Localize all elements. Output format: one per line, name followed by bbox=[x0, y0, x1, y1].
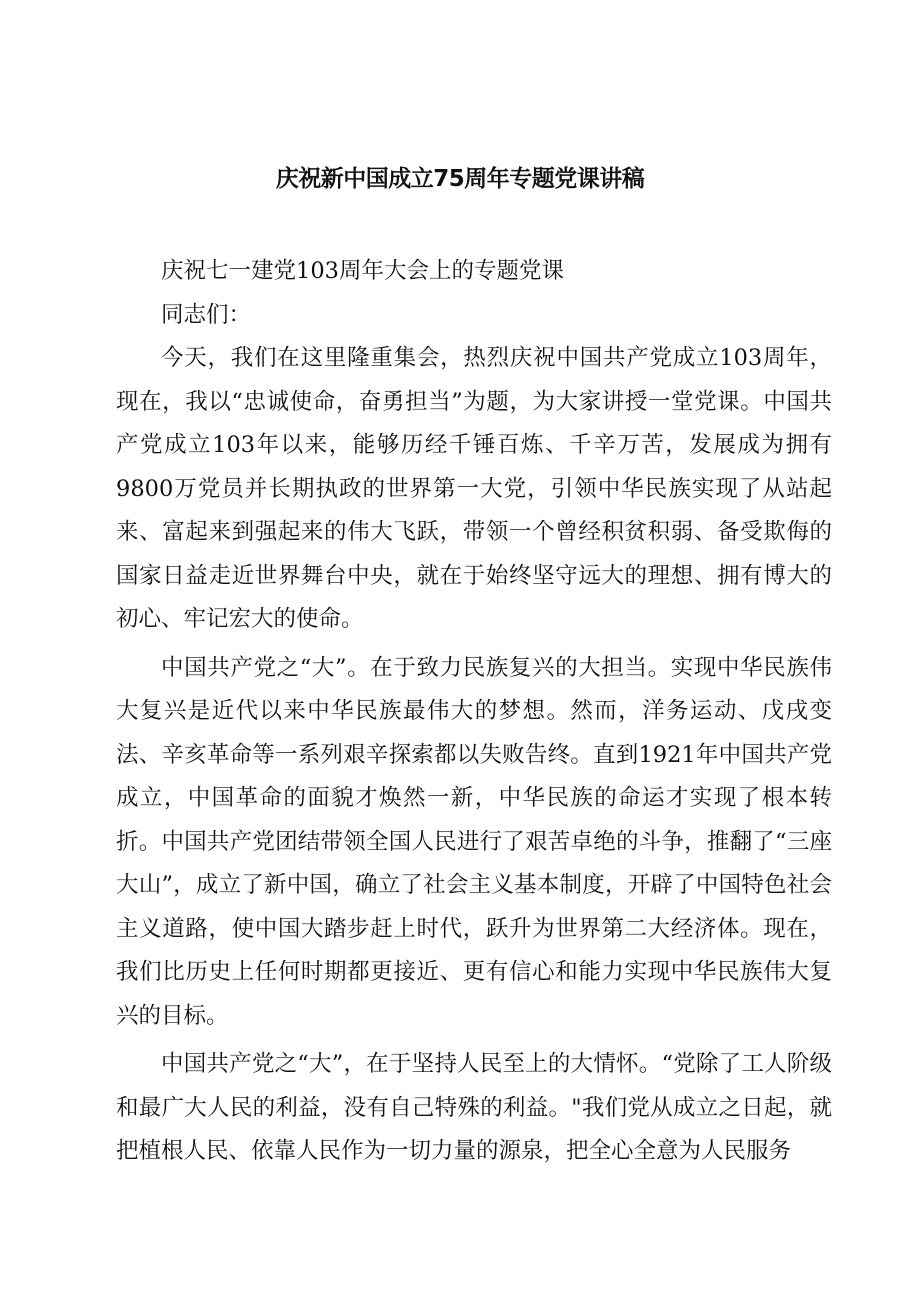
document-title: 庆祝新中国成立75周年专题党课讲稿 bbox=[275, 166, 645, 192]
paragraph-2: 中国共产党之“大”。在于致力民族复兴的大担当。实现中华民族伟大复兴是近代以来中华民族最伟大的梦想。然而，洋务运动、戊戌变法、辛亥革命等一系列艰辛探索都以失败告终。直到1921年中国共产党成立，中国革命的面貌才焕然一新，中华民族的命运才实现了根本转折。中国共产党团结带领全国人民进行了艰苦卓绝的斗争，推翻了“三座大山”，成立了新中国，确立了社会主义基本制度，开辟了中国特色社会主义道路，使中国大踏步赶上时代，跃升为世界第二大经济体。现在，我们比历史上任何时期都更接近、更有信心和能力实现中华民族伟大复兴的目标。 bbox=[116, 654, 832, 1029]
salutation: 同志们： bbox=[161, 301, 252, 328]
document-subtitle: 庆祝七一建党103周年大会上的专题党课 bbox=[161, 258, 564, 284]
document-body bbox=[116, 250, 832, 1174]
paragraph-3: 中国共产党之“大”，在于坚持人民至上的大情怀。“党除了工人阶级和最广大人民的利益，没有自己特殊的利益。"我们党从成立之日起，就把植根人民、依靠人民作为一切力量的源泉，把全心全意为人民服务 bbox=[116, 1051, 832, 1164]
paragraph-1: 今天，我们在这里隆重集会，热烈庆祝中国共产党成立103周年，现在，我以“忠诚使命，奋勇担当”为题，为大家讲授一堂党课。中国共产党成立103年以来，能够历经千锤百炼、千辛万苦，发展成为拥有9800万党员并长期执政的世界第一大党，引领中华民族实现了从站起来、富起来到强起来的伟大飞跃，带领一个曾经积贫积弱、备受欺侮的国家日益走近世界舞台中央，就在于始终坚守远大的理想、拥有博大的初心、牢记宏大的使命。 bbox=[116, 345, 832, 632]
